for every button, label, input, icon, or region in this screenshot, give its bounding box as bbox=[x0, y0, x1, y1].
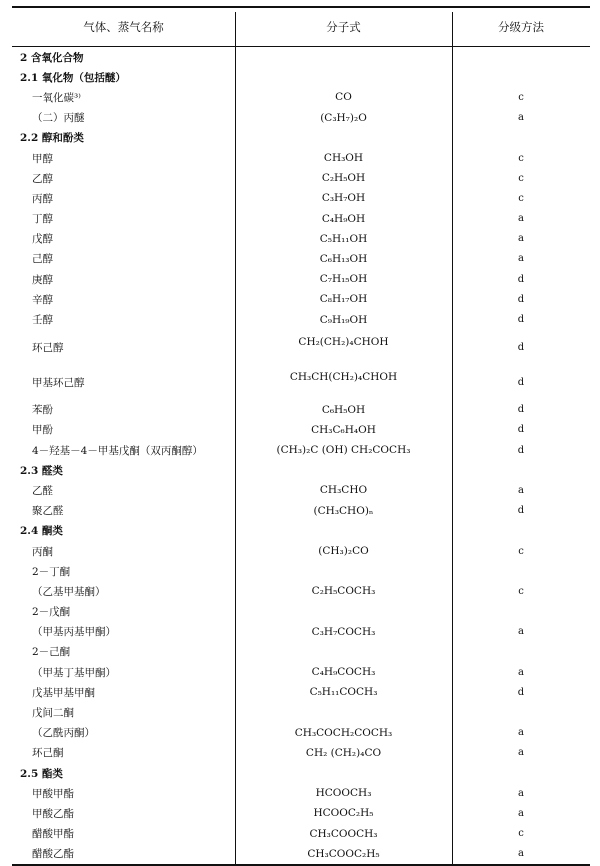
molecular-formula: CH₃CHO bbox=[319, 484, 368, 497]
molecular-formula: C₂H₅OH bbox=[321, 172, 366, 185]
molecular-formula: C₄H₉OH bbox=[321, 212, 366, 225]
molecular-formula: C₅H₁₁COCH₃ bbox=[309, 686, 378, 699]
substance-name: 甲酚 bbox=[32, 424, 53, 437]
formula-cell bbox=[235, 602, 452, 622]
table-row bbox=[12, 622, 590, 642]
method-cell: a bbox=[518, 747, 524, 759]
method-cell: d bbox=[517, 424, 525, 436]
formula-cell bbox=[235, 47, 452, 67]
method-cell: c bbox=[518, 172, 524, 184]
formula-cell bbox=[235, 480, 452, 500]
table-row bbox=[12, 209, 590, 229]
formula-cell bbox=[235, 803, 452, 823]
substance-name: （乙基甲基酮） bbox=[32, 585, 106, 598]
header-divider-1 bbox=[235, 12, 236, 46]
table-row bbox=[12, 108, 590, 128]
section-row bbox=[12, 128, 590, 148]
formula-cell bbox=[235, 561, 452, 581]
section-row bbox=[12, 521, 590, 541]
substance-name: 戊醇 bbox=[32, 233, 53, 246]
formula-cell bbox=[235, 743, 452, 763]
section-title: 2 含氧化合物 bbox=[20, 51, 84, 64]
molecular-formula: C₄H₉COCH₃ bbox=[311, 666, 376, 679]
method-cell: d bbox=[517, 376, 525, 388]
formula-cell bbox=[235, 289, 452, 309]
substance-name: 醋酸甲酯 bbox=[32, 828, 74, 841]
table-row bbox=[12, 642, 590, 662]
formula-cell bbox=[235, 67, 452, 87]
substance-name: 丁醇 bbox=[32, 213, 53, 226]
substance-name: （二）丙醚 bbox=[32, 112, 85, 125]
table-row bbox=[12, 844, 590, 864]
formula-cell bbox=[235, 440, 452, 460]
substance-name: 甲醇 bbox=[32, 152, 53, 165]
method-cell: a bbox=[518, 626, 524, 638]
method-cell bbox=[452, 602, 590, 622]
ring-bracket bbox=[312, 349, 376, 356]
method-cell: a bbox=[518, 213, 524, 225]
substance-name: 2－丁酮 bbox=[32, 565, 71, 578]
section-title: 2.3 醛类 bbox=[20, 464, 63, 477]
method-cell: d bbox=[517, 273, 525, 285]
formula-cell bbox=[235, 662, 452, 682]
substance-name: 苯酚 bbox=[32, 404, 53, 417]
table-row bbox=[12, 229, 590, 249]
molecular-formula: C₃H₇COCH₃ bbox=[311, 625, 376, 638]
table-row bbox=[12, 309, 590, 329]
section-title: 2.4 酮类 bbox=[20, 525, 63, 538]
formula-cell bbox=[235, 108, 452, 128]
table-row bbox=[12, 188, 590, 208]
formula-cell bbox=[235, 148, 452, 168]
method-cell: a bbox=[518, 848, 524, 860]
formula-cell bbox=[235, 87, 452, 107]
table-body bbox=[12, 47, 590, 864]
table-row bbox=[12, 168, 590, 188]
formula-cell bbox=[235, 844, 452, 864]
formula-cell bbox=[235, 209, 452, 229]
method-cell: c bbox=[518, 91, 524, 103]
method-cell: d bbox=[517, 341, 525, 353]
formula-cell bbox=[235, 702, 452, 722]
table-row bbox=[12, 743, 590, 763]
method-cell bbox=[452, 128, 590, 148]
molecular-formula: (CH₃)₂C (OH) CH₂COCH₃ bbox=[276, 444, 411, 457]
method-cell: d bbox=[517, 404, 525, 416]
table-row bbox=[12, 269, 590, 289]
molecular-formula: HCOOC₂H₅ bbox=[313, 807, 374, 820]
method-cell bbox=[452, 47, 590, 67]
table-row bbox=[12, 783, 590, 803]
method-cell: d bbox=[517, 444, 525, 456]
substance-name: 2－戊酮 bbox=[32, 606, 71, 619]
substance-name: （乙酰丙酮） bbox=[32, 727, 95, 740]
method-cell: d bbox=[517, 686, 525, 698]
method-cell: c bbox=[518, 152, 524, 164]
formula-cell bbox=[235, 501, 452, 521]
formula-cell bbox=[235, 581, 452, 601]
table-row bbox=[12, 249, 590, 269]
formula-cell bbox=[235, 460, 452, 480]
method-cell: d bbox=[517, 314, 525, 326]
table-row bbox=[12, 682, 590, 702]
substance-name: 戊基甲基甲酮 bbox=[32, 686, 95, 699]
method-cell: c bbox=[518, 585, 524, 597]
substance-name: （甲基丁基甲酮） bbox=[32, 666, 116, 679]
substance-name: 乙醇 bbox=[32, 172, 53, 185]
substance-name: （甲基丙基甲酮） bbox=[32, 626, 116, 639]
molecular-formula: (CH₃CHO)ₙ bbox=[313, 504, 374, 517]
formula-cell bbox=[235, 128, 452, 148]
header-method: 分级方法 bbox=[498, 20, 544, 34]
formula-cell bbox=[235, 763, 452, 783]
method-cell bbox=[452, 67, 590, 87]
molecular-formula: CH₃CH(CH₂)₄CHOH bbox=[289, 370, 398, 383]
method-cell bbox=[452, 561, 590, 581]
substance-name: 甲酸甲酯 bbox=[32, 787, 74, 800]
substance-name: 2－己酮 bbox=[32, 646, 71, 659]
formula-cell bbox=[235, 622, 452, 642]
substance-name: 壬醇 bbox=[32, 314, 53, 327]
table-row bbox=[12, 420, 590, 440]
method-cell bbox=[452, 702, 590, 722]
molecular-formula: C₅H₁₁OH bbox=[319, 232, 368, 245]
molecular-formula: C₆H₁₃OH bbox=[319, 252, 368, 265]
table-row bbox=[12, 561, 590, 581]
molecular-formula: C₈H₁₇OH bbox=[319, 293, 368, 306]
substance-name: 丙醇 bbox=[32, 192, 53, 205]
substance-name: 庚醇 bbox=[32, 273, 53, 286]
molecular-formula: C₇H₁₅OH bbox=[319, 273, 368, 286]
section-title: 2.2 醇和酚类 bbox=[20, 132, 84, 145]
substance-name: 一氧化碳³⁾ bbox=[32, 91, 81, 104]
header-divider-2 bbox=[452, 12, 453, 46]
table-row bbox=[12, 702, 590, 722]
table-row bbox=[12, 289, 590, 309]
substance-name: 聚乙醛 bbox=[32, 505, 64, 518]
method-cell bbox=[452, 642, 590, 662]
molecular-formula: C₉H₁₉OH bbox=[319, 313, 368, 326]
formula-cell bbox=[235, 682, 452, 702]
molecular-formula: CH₃OH bbox=[323, 152, 364, 165]
method-cell: a bbox=[518, 484, 524, 496]
section-row bbox=[12, 763, 590, 783]
table-row bbox=[12, 87, 590, 107]
table-row bbox=[12, 480, 590, 500]
substance-name: 甲基环己醇 bbox=[32, 376, 85, 389]
table bbox=[12, 6, 590, 864]
table-row bbox=[12, 723, 590, 743]
header-name: 气体、蒸气名称 bbox=[83, 20, 164, 34]
method-cell bbox=[452, 521, 590, 541]
substance-name: 环己酮 bbox=[32, 747, 64, 760]
ring-bracket bbox=[303, 384, 384, 391]
method-cell bbox=[452, 763, 590, 783]
formula-cell bbox=[235, 642, 452, 662]
substance-name: 甲酸乙酯 bbox=[32, 807, 74, 820]
method-cell: a bbox=[518, 112, 524, 124]
molecular-formula: CO bbox=[335, 91, 352, 104]
molecular-formula: HCOOCH₃ bbox=[315, 787, 372, 800]
substance-name: 4－羟基－4－甲基戊酮（双丙酮醇） bbox=[32, 444, 203, 457]
table-row bbox=[12, 501, 590, 521]
table-row bbox=[12, 400, 590, 420]
table-row bbox=[12, 330, 590, 365]
formula-cell bbox=[235, 541, 452, 561]
table-row bbox=[12, 541, 590, 561]
method-cell: d bbox=[517, 505, 525, 517]
molecular-formula: C₂H₅COCH₃ bbox=[311, 585, 376, 598]
method-cell: c bbox=[518, 545, 524, 557]
table-row bbox=[12, 581, 590, 601]
molecular-formula: C₃H₇OH bbox=[321, 192, 366, 205]
table-row bbox=[12, 365, 590, 400]
method-cell: a bbox=[518, 253, 524, 265]
substance-name: 乙醛 bbox=[32, 484, 53, 497]
method-cell: d bbox=[517, 293, 525, 305]
molecular-formula: CH₃COOCH₃ bbox=[309, 827, 378, 840]
molecular-formula: (CH₃)₂CO bbox=[318, 545, 369, 558]
section-row bbox=[12, 47, 590, 67]
molecular-formula: C₆H₅OH bbox=[321, 403, 366, 416]
formula-cell bbox=[235, 400, 452, 420]
formula-cell bbox=[235, 723, 452, 743]
formula-cell bbox=[235, 249, 452, 269]
substance-name: 醋酸乙酯 bbox=[32, 848, 74, 861]
section-row bbox=[12, 67, 590, 87]
formula-cell bbox=[235, 824, 452, 844]
section-title: 2.5 酯类 bbox=[20, 767, 63, 780]
method-cell: a bbox=[518, 666, 524, 678]
formula-cell bbox=[235, 229, 452, 249]
molecular-formula: CH₃C₆H₄OH bbox=[311, 423, 376, 436]
table-header bbox=[12, 6, 590, 47]
table-row bbox=[12, 803, 590, 823]
formula-cell bbox=[235, 783, 452, 803]
method-cell: c bbox=[518, 192, 524, 204]
formula-cell bbox=[235, 188, 452, 208]
molecular-formula: CH₂(CH₂)₄CHOH bbox=[298, 335, 389, 348]
method-cell: a bbox=[518, 233, 524, 245]
table-row bbox=[12, 440, 590, 460]
substance-name: 环己醇 bbox=[32, 341, 64, 354]
table-row bbox=[12, 148, 590, 168]
table-row bbox=[12, 824, 590, 844]
table-row bbox=[12, 602, 590, 622]
table-row bbox=[12, 662, 590, 682]
formula-cell bbox=[235, 309, 452, 329]
molecular-formula: CH₃COCH₂COCH₃ bbox=[294, 726, 393, 739]
method-cell bbox=[452, 460, 590, 480]
section-title: 2.1 氧化物（包括醚） bbox=[20, 71, 126, 84]
formula-cell bbox=[235, 269, 452, 289]
method-cell: a bbox=[518, 727, 524, 739]
substance-name: 辛醇 bbox=[32, 293, 53, 306]
molecular-formula: CH₂ (CH₂)₄CO bbox=[305, 746, 382, 759]
molecular-formula: (C₃H₇)₂O bbox=[320, 111, 367, 124]
substance-name: 己醇 bbox=[32, 253, 53, 266]
method-cell: c bbox=[518, 828, 524, 840]
method-cell: a bbox=[518, 807, 524, 819]
header-formula: 分子式 bbox=[326, 20, 361, 34]
formula-cell bbox=[235, 521, 452, 541]
section-row bbox=[12, 460, 590, 480]
substance-name: 丙酮 bbox=[32, 545, 53, 558]
formula-cell bbox=[235, 420, 452, 440]
substance-name: 戊间二酮 bbox=[32, 707, 74, 720]
formula-cell bbox=[235, 168, 452, 188]
molecular-formula: CH₃COOC₂H₅ bbox=[307, 847, 380, 860]
method-cell: a bbox=[518, 787, 524, 799]
